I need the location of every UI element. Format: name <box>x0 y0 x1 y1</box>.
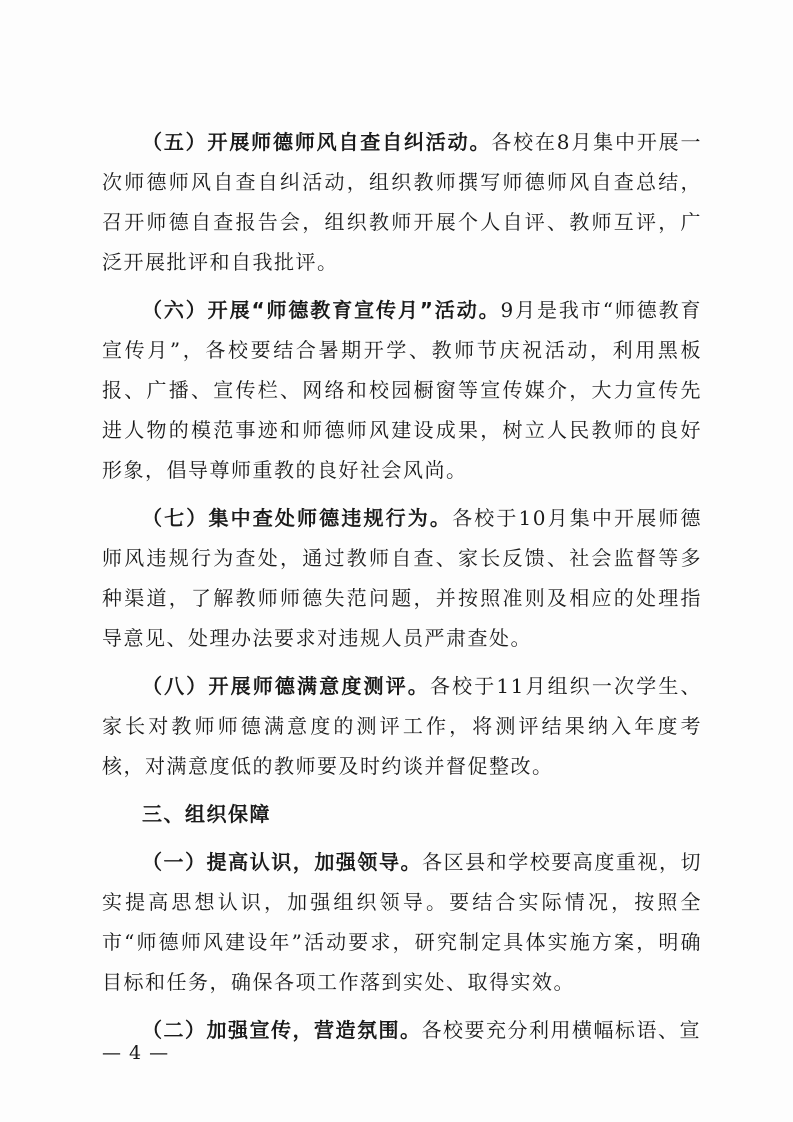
paragraph-text: 各校要充分利用横幅标语、宣 <box>421 1018 701 1042</box>
paragraph-text: 各校于10月集中开展师德师风违规行为查处，通过教师自查、家长反馈、社会监督等多种渠道，了解教师师德失范问题，并按照准则及相应的处理指导意见、处理办法要求对违规人员严肃查处。 <box>102 506 703 650</box>
page-number: — 4 — <box>102 1042 170 1064</box>
section-title: 三、组织保障 <box>142 802 271 826</box>
paragraph-lead: （七）集中查处师德违规行为。 <box>142 506 453 530</box>
paragraph-section-2 <box>102 1010 702 1050</box>
paragraph-lead: （六）开展“师德教育宣传月”活动。 <box>142 298 501 322</box>
paragraph-lead: （二）加强宣传，营造氛围。 <box>142 1018 422 1042</box>
paragraph-5 <box>102 122 702 282</box>
document-body <box>102 122 702 1058</box>
paragraph-section-1 <box>102 842 702 1002</box>
paragraph-6 <box>102 290 702 490</box>
paragraph-text: 9月是我市“师德教育宣传月”，各校要结合暑期开学、教师节庆祝活动，利用黑板报、广播、宣传栏、网络和校园橱窗等宣传媒介，大力宣传先进人物的模范事迹和师德师风建设成果，树立人民教师的良好形象，倡导尊师重教的良好社会风尚。 <box>102 298 702 482</box>
paragraph-lead: （八）开展师德满意度测评。 <box>142 674 430 698</box>
paragraph-text: 各校于11月组织一次学生、家长对教师师德满意度的测评工作，将测评结果纳入年度考核，对满意度低的教师要及时约谈并督促整改。 <box>102 674 702 778</box>
paragraph-lead: （一）提高认识，加强领导。 <box>142 850 423 874</box>
paragraph-text: 各校在8月集中开展一次师德师风自查自纠活动，组织教师撰写师德师风自查总结，召开师德自查报告会，组织教师开展个人自评、教师互评，广泛开展批评和自我批评。 <box>102 130 702 274</box>
paragraph-8 <box>102 666 702 786</box>
section-heading <box>102 794 702 834</box>
paragraph-text: 各区县和学校要高度重视，切实提高思想认识，加强组织领导。要结合实际情况，按照全市“师德师风建设年”活动要求，研究制定具体实施方案，明确目标和任务，确保各项工作落到实处、取得实效。 <box>102 850 703 994</box>
paragraph-7 <box>102 498 702 658</box>
paragraph-lead: （五）开展师德师风自查自纠活动。 <box>142 130 492 154</box>
